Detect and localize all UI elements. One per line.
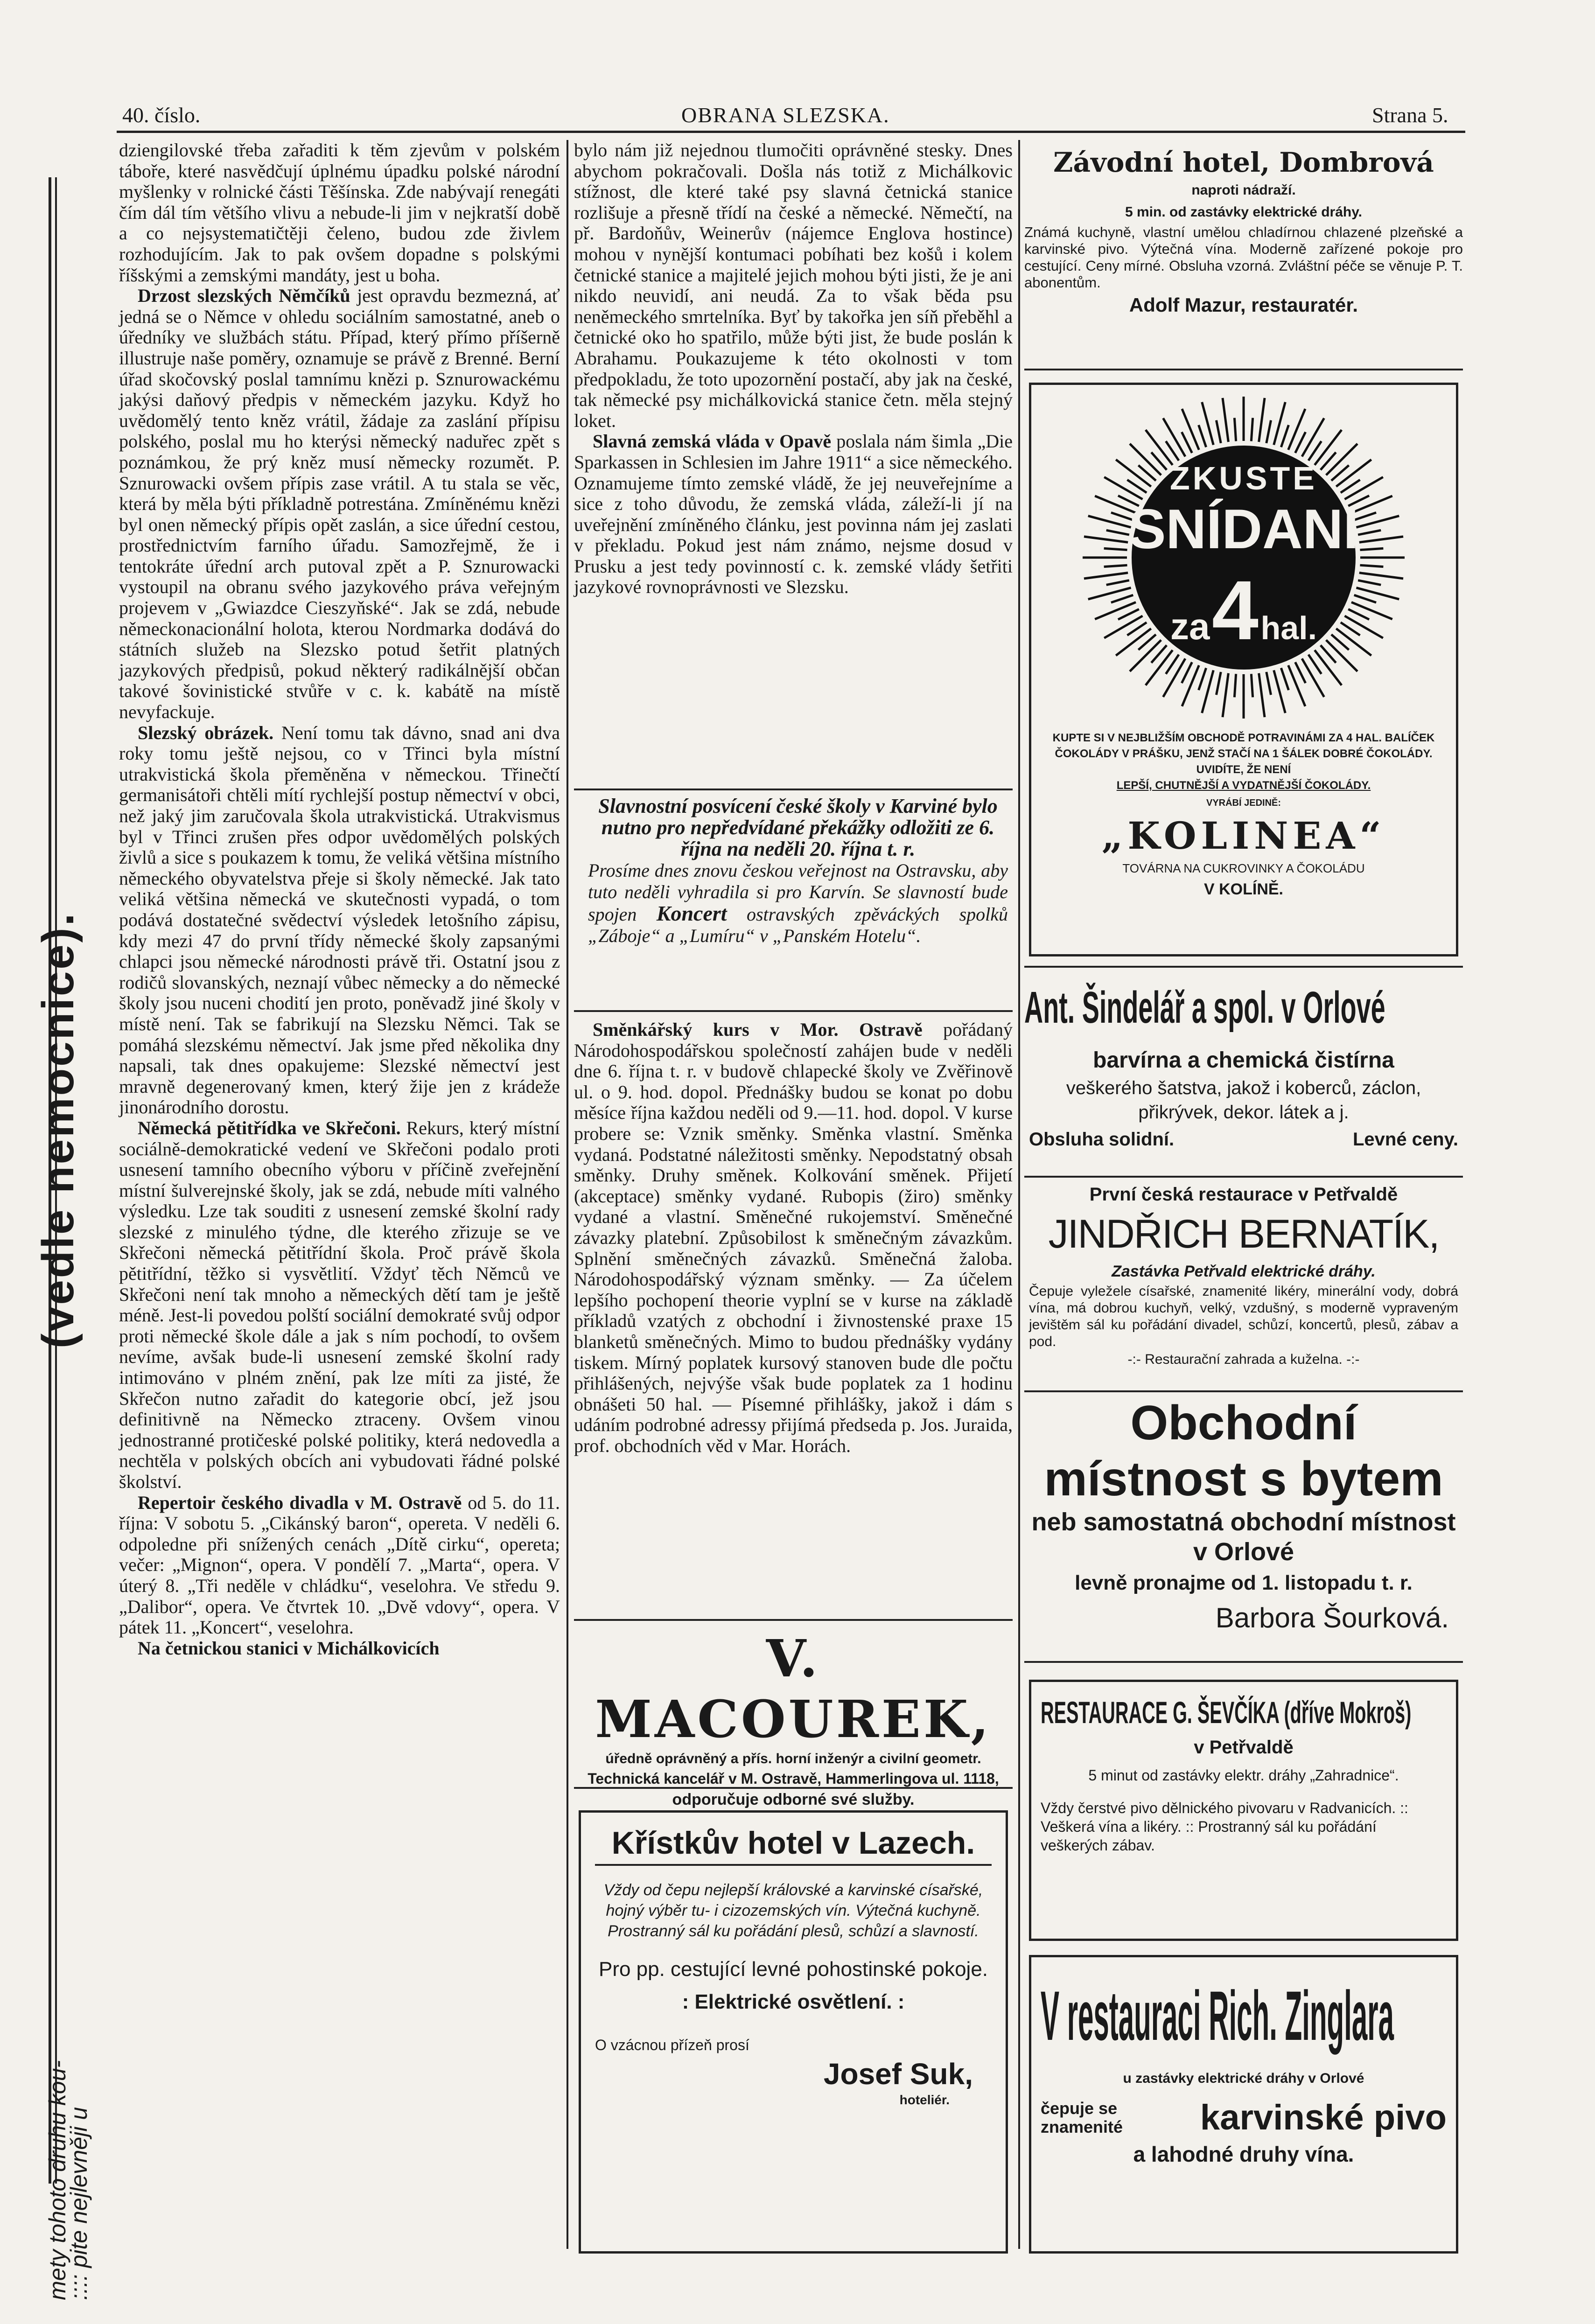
right-separator-5 — [1024, 1661, 1463, 1663]
starburst-ray — [1288, 665, 1305, 706]
col2-separator-3 — [574, 1619, 1013, 1621]
ad-sevcik — [1029, 1680, 1458, 1941]
bernatik-head: První česká restaurace v Petřvaldě — [1089, 1184, 1398, 1205]
obchodni-owner: Barbora Šourková. — [1215, 1602, 1449, 1633]
header-rule — [117, 131, 1465, 133]
dombrova-l2: 5 min. od zastávky elektrické dráhy. — [1125, 204, 1363, 220]
right-separator-3 — [1024, 1176, 1463, 1178]
sidebar-bottom-line2: :::: pite nejlevněji u — [66, 2107, 92, 2300]
column-2 — [574, 140, 1013, 779]
kolinea-brand: „KOLINEA“ — [1101, 814, 1386, 858]
starburst-ray — [1216, 420, 1221, 443]
kolinea-price — [1031, 562, 1456, 659]
starburst-ray — [1234, 418, 1236, 441]
zinglar-l1: u zastávky elektrické dráhy v Orlové — [1123, 2071, 1364, 2086]
zinglar-l2a: čepuje se znamenité — [1041, 2098, 1123, 2136]
article-slezsky-obrazek: Slezský obrázek. Není tomu tak dávno, snad ani dva roky tomu ještě nejsou, co v Třinci byla místní utrakvistická škola přeměněna v německou. Třinečtí germanisátoři chtěli mítí rychlejší postup němectví v obci, než jaký jim zaručovala škola utrakvistická. Utrakvismus byl v Třinci zrušen přes odpor uvědomělých polských živlů a sice s poukazem k tomu, že veliká většina místního německého obyvatelstva přeje si školy německé. Jak tato veliká většina německá ve skutečnosti vypadá, o tom podává dostatečné svědectví výsledek letošního zápisu, kdy mezi 47 do první třídy německé školy zapsanými chlapci jsou německé národnosti právě tři. Ostatní jsou z rodičů slovanských, neznají vůbec německy a do německé školy jsou nuceni chodití jen proto, poněvadž jiné školy v místě není. Tak se fabrikují na Slezsku Němci. Tak se pomáhá slezskému němectví. Jak jsme před několika dny napsali, tak dnes opakujeme: Slezské němectví jest mravně degenerovaný kmen, který žije jen z krádeže jinonárodního dorostu. — [119, 722, 560, 1118]
article-text: dziengilovské třeba zařaditi k těm zjevům v polském táboře, které nasvědčují úplnému úpadku polské národní myšlenky v rolnické části Těšínska. Zde nabývají renegáti čím dál tím většího vlivu a nebude-li jim v nejkratší době a co nejsystematičtěji čeleno, budou zde živlem rozhodujícím. Jak to pak ovšem dopadne s polskými říšskými a zemskými mandáty, jest u boha. — [119, 140, 560, 286]
sevcik-l3: Vždy čerstvé pivo dělnického pivovaru v Radvanicích. :: Veškerá vína a likéry. :: Prostranný sál ku pořádání veškerých zábav. — [1041, 1800, 1408, 1854]
sindelar-title: Ant. Šindelář a spol. v Orlové — [1024, 983, 1385, 1033]
kristek-owner: Josef Suk, — [823, 2057, 973, 2091]
macourek-line2: Technická kancelář v M. Ostravě, Hammerlingova ul. 1118, — [588, 1770, 999, 1787]
sevcik-l2: 5 minut od zastávky elektr. dráhy „Zahradnice“. — [1088, 1767, 1399, 1784]
ad-kristek-hotel — [579, 1810, 1008, 2254]
smenkarsky-text: Směnkářský kurs v Mor. Ostravě pořádaný Národohospodářskou společností zahájen bude v neděli dne 6. října t. r. v budově chlapecké školy ve Zvěřinově ul. o 9. hod. dopol. Přednášky budou se konat po dobu měsíce října každou neděli od 9.—11. hod. dopol. V kurse probere se: Vznik směnky. Směnka vlastní. Směnka vydaná. Podstatné náležitosti směnky. Nepodstatný obsah směnky. Druhy směnek. Kolkování směnek. Přijetí (akceptace) směnky vydané. Rubopis (žiro) směnky vydané a vlastní. Směnečné rukojemství. Směnečné závazky platební. Způsobilost k směnečným závazkům. Splnění směnečných závazků. Směnečná žaloba. Národohospodářský význam směnky. — Za účelem lepšího pochopení theorie vyplní se v kurse na základě příkladů vzatých z obchodní i živnostenské praxe 15 blanketů směnečných. Mimo to budou přednášky vydány tiskem. Mírný poplatek kursový stanoven bude dle počtu přihlášených, nejvýše však bude poplatek za 1 hodinu obnášeti 50 hal. — Písemné přihlášky, jakož i dám s udáním podrobné adressy přijímá předseda p. Jos. Juraida, prof. obchodních věd v Mar. Horách. — [574, 1019, 1013, 1456]
starburst-ray — [1199, 668, 1206, 690]
obchodni-l4: levně pronajme od 1. listopadu t. r. — [1075, 1571, 1413, 1594]
starburst-ray — [1216, 672, 1221, 695]
kolinea-l1: KUPTE SI V NEJBLIŽŠÍM OBCHODĚ POTRAVINÁMI ZA 4 HAL. BALÍČEK ČOKOLÁDY V PRÁŠKU, JENŽ STAČÍ NA 1 ŠÁLEK DOBRÉ ČOKOLÁDY. — [1052, 732, 1435, 760]
sindelar-l2: veškerého šatstva, jakož i koberců, záclon, přikrývek, dekor. látek a j. — [1066, 1078, 1421, 1123]
kristek-line4: O vzácnou přízeň prosí — [595, 2037, 749, 2053]
col2-separator-4 — [574, 1787, 1013, 1789]
macourek-line1: úředně oprávněný a přís. horní inženýr a civilní geometr. — [605, 1751, 981, 1766]
obchodni-l2: místnost s bytem — [1044, 1452, 1443, 1506]
kolinea-text — [1045, 730, 1442, 901]
article-repertoir: Repertoir českého divadla v M. Ostravě od 5. do 11. října: V sobotu 5. „Cikánský baron“, opereta. V neděli 6. odpoledne při snížených cenách „Dítě cirku“, opereta; večer: „Mignon“, opera. V pondělí 7. „Marta“, opera. V úterý 8. „Tři neděle v chládku“, veselohra. Ve středu 9. „Dalibor“, opera. Ve čtvrtek 10. „Dvě vdovy“, opera. V pátek 11. „Koncert“, veselohra. — [119, 1492, 560, 1638]
starburst-ray — [1182, 665, 1199, 706]
zinglar-title: V restauraci Rich. Zinglara — [1041, 1976, 1394, 2055]
posviceni-notice — [588, 796, 1008, 1005]
kolinea-four: 4 — [1211, 564, 1259, 657]
starburst-ray — [1223, 398, 1228, 442]
starburst-ray — [1266, 672, 1271, 695]
starburst-ray — [1251, 418, 1252, 441]
kolinea-l4: VYRÁBÍ JEDINĚ: — [1206, 798, 1281, 808]
kristek-owner-role: hoteliér. — [899, 2093, 950, 2107]
kristek-line2: Pro pp. cestující levné pohostinské pokoje. — [598, 1958, 988, 1981]
starburst-ray — [1259, 673, 1265, 717]
right-separator-4 — [1024, 1390, 1463, 1392]
starburst-ray — [1288, 409, 1305, 450]
starburst-ray — [1281, 425, 1288, 447]
newspaper-title: OBRANA SLEZSKA. — [681, 103, 890, 127]
kolinea-l3: LEPŠÍ, CHUTNĚJŠÍ A VYDATNĚJŠÍ ČOKOLÁDY. — [1116, 779, 1371, 792]
dombrova-title: Závodní hotel, Dombrová — [1053, 147, 1434, 178]
kolinea-hal: hal. — [1260, 610, 1317, 646]
dombrova-l1: naproti nádraží. — [1191, 182, 1296, 198]
kolinea-l2: UVIDÍTE, ŽE NENÍ — [1196, 763, 1291, 776]
ad-zinglar — [1029, 1955, 1458, 2254]
obchodni-l1: Obchodní — [1130, 1396, 1357, 1450]
kristek-line3: : Elektrické osvětlení. : — [682, 1990, 905, 2013]
starburst-ray — [1295, 662, 1306, 683]
article-michalkovice: bylo nám již nejednou tlumočiti oprávněné stesky. Dnes abychom pokračovali. Došla nás totiž z Michálkovic stížnost, dle které také psy slavná četnická stanice rozlišuje a přesně třídí na české a německé. Němečtí, na př. Bardoňův, Weinerův (nájemce Englova hostince) mohou v nynější kontumaci pobíhati bez košů i kolem četnické stanice a majitelé jejich mohou býti jisti, že je ani nikdo neuvidí, ani neudá. Za to však běda psu neněmeckého smrtelníka. Byť by takořka jen síň přeběhl a četnické oko ho spatřilo, může býti jist, že bude poslán k Abrahamu. Poukazujeme k této okolnosti v tom předpokladu, že toto upozornění postačí, aby jak na české, tak německé psy michálkovická stanice četn. měla stejný loket. — [574, 140, 1013, 431]
obchodni-l3: neb samostatná obchodní místnost v Orlové — [1031, 1508, 1456, 1566]
ad-bernatik — [1024, 1180, 1463, 1386]
col2-separator-1 — [574, 789, 1013, 790]
starburst-ray — [1223, 673, 1228, 717]
starburst-ray — [1163, 659, 1186, 697]
starburst-ray — [1182, 432, 1192, 453]
starburst-ray — [1259, 398, 1265, 442]
kolinea-zkuste: ZKUSTE — [1170, 460, 1317, 496]
posviceni-body: Prosíme dnes znovu českou veřejnost na Ostravsku, aby tuto neděli vyhradila si pro Karvín. Se slavností bude spojen Koncert ostravských zpěváckých spolků „Záboje“ a „Lumíru“ v „Panském Hotelu“. — [588, 860, 1008, 946]
smenkarsky-kurs — [574, 1019, 1013, 1617]
posviceni-title: Slavnostní posvícení české školy v Karviné bylo nutno pro nepředvídané překážky odložiti ze 6. října na neděli 20. října t. r. — [598, 795, 998, 860]
kolinea-za: za — [1170, 606, 1210, 647]
kolinea-l5: TOVÁRNA NA CUKROVINKY A ČOKOLÁDU — [1122, 861, 1365, 875]
dombrova-owner: Adolf Mazur, restauratér. — [1129, 294, 1358, 316]
bernatik-sub: Zastávka Petřvald elektrické dráhy. — [1112, 1263, 1376, 1280]
starburst-ray — [1281, 668, 1288, 690]
sindelar-l3 — [1024, 1129, 1463, 1150]
sevcik-l1: v Petřvaldě — [1194, 1737, 1294, 1758]
article-michalkovice-head: Na četnickou stanici v Michálkovicích — [138, 1637, 440, 1659]
column-divider-1 — [567, 140, 568, 2249]
issue-number: 40. číslo. — [122, 103, 201, 127]
starburst-ray — [1234, 674, 1236, 697]
ad-macourek — [574, 1628, 1013, 1808]
column-divider-2 — [1018, 140, 1020, 2249]
kristek-line1: Vždy od čepu nejlepší královské a karvinské císařské, hojný výběr tu- i cizozemských vín. Výtečná kuchyně. Prostranný sál ku pořádání plesů, schůzí a slavností. — [603, 1881, 983, 1940]
sindelar-l3a: Obsluha solidní. — [1029, 1129, 1175, 1150]
page-number: Strana 5. — [1372, 103, 1448, 127]
starburst-ray — [1199, 425, 1206, 447]
ad-obchodni — [1024, 1395, 1463, 1656]
starburst-ray — [1251, 674, 1252, 697]
bernatik-text: Čepuje vyležele císařské, znamenité likéry, minerální vody, dobrá vína, má dobrou kuchyň, velký, vzdušný, s moderně vypraveným jevištěm sál ku pořádání divadel, schůzí, koncertů, plesů, zábav a pod. — [1029, 1284, 1458, 1349]
bernatik-foot: -:- Restaurační zahrada a kuželna. -:- — [1127, 1352, 1360, 1367]
starburst-ray — [1302, 659, 1324, 697]
ad-kolinea — [1029, 383, 1458, 956]
sindelar-l1: barvírna a chemická čistírna — [1093, 1048, 1394, 1073]
starburst-ray — [1266, 420, 1271, 443]
kolinea-l6: V KOLÍNĚ. — [1203, 880, 1284, 898]
starburst-ray — [1182, 409, 1199, 450]
starburst-ray — [1163, 418, 1186, 456]
ad-dombrova — [1024, 145, 1463, 364]
zinglar-l2 — [1041, 2097, 1447, 2138]
macourek-name: V. MACOUREK, — [595, 1628, 992, 1749]
column-1 — [119, 140, 560, 2249]
col2-separator-2 — [574, 1010, 1013, 1012]
ad-sindelar — [1024, 970, 1463, 1171]
zinglar-l2b: karvinské pivo — [1200, 2098, 1447, 2137]
sidebar-vertical-text: (vedle nemocnice). — [33, 911, 83, 1348]
article-skreconi: Německá pětitřídka ve Skřečoni. Rekurs, který místní sociálně-demokratické vedení ve Skřečoni podalo proti usnesení tamního obecního výboru v příčině zveřejnění místní šulverejnské školy, jak se zdá, nebude míti valného výsledku. Lze tak souditi z usnesení zemské školní rady slezské z minulého týdne, dle kterého zřizuje se ve Skřečoni německá pětitřídní škola. Proč právě škola pětitřídní, těžko si vysvětlití. Vždyť těch Němců ve Skřečoni není tak mnoho a německých dětí tam je ještě méně. Jest-li povedou polští sociální demokraté svůj odpor proti německé škole dále a jak s ním pochodí, to ovšem nevíme, avšak bude-li usnesení zemské školní rady intimováno v plném znění, pak lze míti za jisté, že Skřečon nutno zařadit do kategorie obcí, jež jsou definitivně na Německo ztraceny. Ovšem vinou jednostranné protičeské polské politiky, která nedovedla a nechtěla v polských obcích ani vybudovati řádné polské školství. — [119, 1117, 560, 1492]
sevcik-title: RESTAURACE G. ŠEVČÍKA (dříve Mokroš) — [1041, 1695, 1412, 1730]
article-drzost: Drzost slezských Němčíků jest opravdu bezmezná, ať jedná se o Němce v ohledu sociálním samostatné, aneb o úředníky ve službách státu. Případ, který přímo příšerně illustruje naše poměry, oznamuje se právě z Brenné. Berní úřad skočovský poslal tamnímu knězi p. Sznurowackému jakýsi daňový předpis v německém jazyku. Když ho uvědomělý tento kněz vrátil, žádaje za zaslání přípisu polského, poslal mu ho kterýsi německý naduřec zpět s poznámkou, že prý kněz musí německy rozumět. P. Sznurowacki ovšem přípis zase vrátil. A tu stala se věc, která by měla býti příkladně potrestána. Zmíněnému knězi byl onen německý přípis opět zaslán, a sice úřední cestou, prostřednictvím farního úřadu. Samozřejmě, že i tentokráte úřední arch putoval zpět a P. Sznurowacki vystoupil na obranu svého jazykového práva veřejným projevem v „Gwiazdce Cieszyňské“. Jak se zdá, nebude německonacionální holota, kterou Nordmarka dodává do státních služeb na Slezsko potud šetřit platných jazykových předpisů, pokud některý radikálnější občan takové šovinistické stvůře v c. k. kabátě na místě nevyfackuje. — [119, 285, 560, 723]
article-zemska-vlada: Slavná zemská vláda v Opavě poslala nám šimla „Die Sparkassen in Schlesien im Jahre 1911“ a sice německého. Oznamujeme tímto zemské vládě, že jej neuveřejníme a sice z toho důvodu, že zemská vláda, záleží-li jí na uveřejnění zmíněného článku, jest povinna nám jej zaslati v překladu. Pokud jest nám známo, nejsme dosud v Prusku a jest tedy povinností c. k. zemské vlády šetřiti jazykové rovnoprávnosti ve Slezsku. — [574, 431, 1013, 598]
kolinea-snidani: SNÍDANI — [1128, 498, 1359, 560]
macourek-line3: odporučuje odborné své služby. — [672, 1791, 915, 1808]
right-separator-2 — [1024, 966, 1463, 968]
right-separator-1 — [1024, 369, 1463, 370]
starburst-ray — [1182, 662, 1192, 683]
sidebar-bottom-line1: mety tohoto druhu kou- — [44, 2060, 70, 2300]
kristek-title: Křístkův hotel v Lazech. — [595, 1822, 992, 1866]
starburst-ray — [1295, 432, 1306, 453]
dombrova-l3: Známá kuchyně, vlastní umělou chladírnou chlazené plzeňské a karvinské pivo. Výtečná vína. Moderně zařízené pokoje pro cestující. Ceny mírné. Obsluha vzorná. Zvláštní péče se věnuje P. T. abonentům. — [1024, 224, 1463, 291]
starburst-ray — [1302, 418, 1324, 456]
sindelar-l3b: Levné ceny. — [1352, 1129, 1458, 1150]
zinglar-l3: a lahodné druhy vína. — [1133, 2142, 1354, 2166]
bernatik-name: JINDŘICH BERNATÍK, — [1048, 1212, 1439, 1256]
